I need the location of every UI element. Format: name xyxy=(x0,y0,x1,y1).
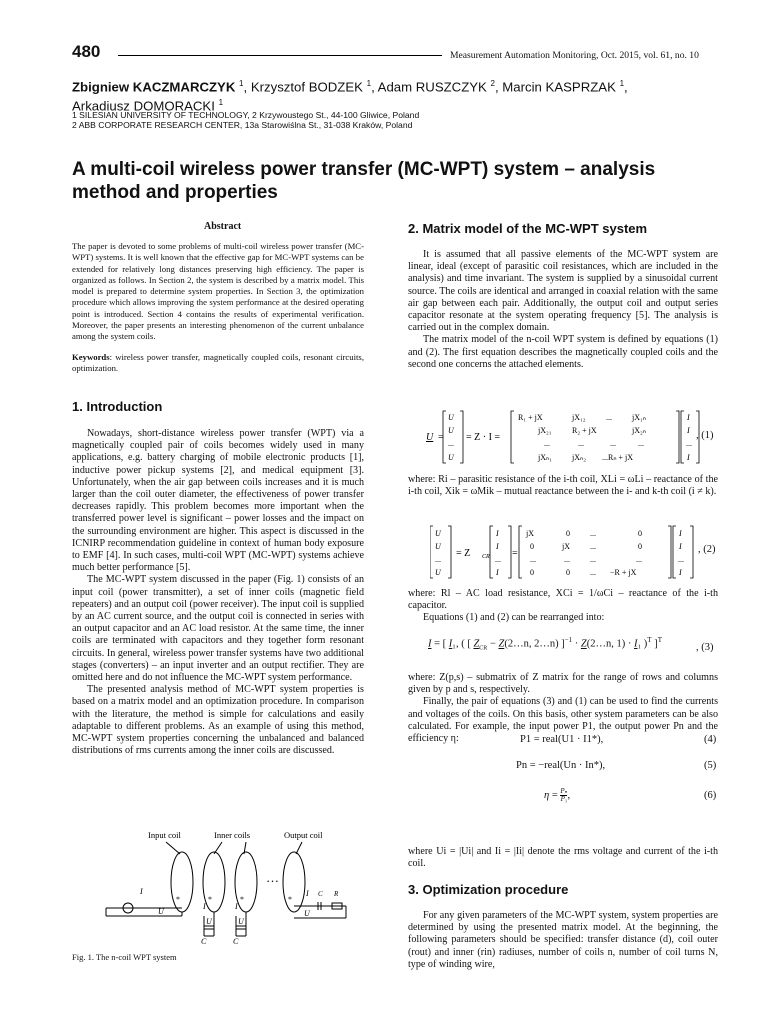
svg-text:*: * xyxy=(240,895,244,904)
section-matrix-heading: 2. Matrix model of the MC-WPT system xyxy=(408,221,648,236)
figure-label-input-coil: Input coil xyxy=(148,830,181,840)
svg-text:0: 0 xyxy=(638,542,642,551)
svg-text:...: ... xyxy=(590,542,596,551)
abstract-text: The paper is devoted to some problems of multi-coil wireless power transfer (MC-WPT) systems. It is well known that the effective gap for MC-WPT systems can be extended for relatively long distances preserving high efficiency. The paper is organized as follows. In Section 2, the system is described by a matrix model. This model is prepared to determine system properties. In Section 3, the optimization procedure which allows improving the system performance at the desired operating point is introduced. Section 4 contains the results of experimental verification. Moreover, the paper presents an interesting phenomenon of the current unbalance among the system coils. xyxy=(72,241,364,342)
svg-text:I: I xyxy=(140,887,143,896)
affiliation-1: 1 SILESIAN UNIVERSITY OF TECHNOLOGY, 2 Krzywoustego St., 44-100 Gliwice, Poland xyxy=(72,110,420,120)
equation-3-number: , (3) xyxy=(696,642,714,653)
svg-text:U: U xyxy=(304,909,310,918)
svg-text:jX: jX xyxy=(562,542,570,551)
svg-text:U: U xyxy=(435,568,441,577)
svg-text:I: I xyxy=(496,542,499,551)
svg-text:jX₁₂: jX₁₂ xyxy=(572,413,586,422)
svg-text:U: U xyxy=(426,432,434,443)
svg-text:I: I xyxy=(679,568,682,577)
svg-text:jXₙ₁: jXₙ₁ xyxy=(538,453,552,462)
svg-text:I: I xyxy=(687,413,690,422)
svg-text:C: C xyxy=(318,890,323,898)
svg-text:0: 0 xyxy=(530,542,534,551)
optimization-paragraph-1: For any given parameters of the MC-WPT system, system properties are determined by using the presented matrix model. At the beginning, the following parameters should be specified: transfer distance (d), coil outer (rout) and inner (rin) radiuses, number of coils n, number of coil turns N, type of winding wire, xyxy=(408,910,718,970)
svg-text:...: ... xyxy=(686,439,692,448)
where-4: where Ui = |Ui| and Ii = |Ii| denote the rms voltage and current of the i-th coil. xyxy=(408,846,718,870)
equation-4: P1 = real(U1 · I1*), xyxy=(520,734,604,745)
svg-text:I: I xyxy=(687,453,690,462)
svg-text:...: ... xyxy=(636,555,642,564)
section-introduction-heading: 1. Introduction xyxy=(72,399,163,414)
svg-text:U: U xyxy=(206,917,212,926)
svg-text:R₁ + jX: R₁ + jX xyxy=(518,413,543,422)
svg-text:...: ... xyxy=(435,555,441,564)
svg-text:U: U xyxy=(448,453,454,462)
svg-text:jX₂₁: jX₂₁ xyxy=(538,426,552,435)
svg-text:I: I xyxy=(679,529,682,538)
svg-text:I: I xyxy=(306,889,309,898)
intro-paragraph-1: Nowadays, short-distance wireless power transfer (WPT) via a magnetically coupled pair of coils becomes widely used in many applications, e.g. battery charging of mobile electronic products [1], inductive power pickup systems [2], and medical equipment [3]. Unfortunately, when the air gap between coils increases and it is much larger than the coil outer diameter, the effectiveness of power transfer decreases rapidly. This problem becomes more important when the transferred power level is significant – power losses and the impact on the surrounding environment are higher. This aspect is discussed in the ICNIRP recommendation guideline in context of human body exposure to EMF [4]. In such cases, multi-coil WPT (MC-WPT) systems achieve much better performance [5]. xyxy=(72,428,364,574)
svg-text:...: ... xyxy=(448,439,454,448)
svg-text:R: R xyxy=(334,890,339,898)
figure-label-output-coil: Output coil xyxy=(284,830,323,840)
figure-label-inner-coils: Inner coils xyxy=(214,830,251,840)
header-rule xyxy=(118,55,442,56)
optimization-body xyxy=(408,910,718,971)
svg-text:jX: jX xyxy=(526,529,534,538)
svg-text:...: ... xyxy=(590,555,596,564)
introduction-body xyxy=(72,428,364,757)
equation-1 xyxy=(426,408,716,466)
svg-text:U: U xyxy=(435,542,441,551)
keywords: Keywords: wireless power transfer, magnetically coupled coils, resonant circuits, optimization. xyxy=(72,351,364,373)
svg-text:U: U xyxy=(158,907,164,916)
svg-text:U: U xyxy=(448,413,454,422)
svg-text:I: I xyxy=(496,529,499,538)
figure-1-circuit xyxy=(96,826,360,950)
where-1: where: Ri – parasitic resistance of the i-th coil, XLi = ωLi – reactance of the i-th coil, Xik = ωMik – mutual reactance between the i- and k-th coil (i ≠ k). xyxy=(408,474,718,498)
figure-1-caption: Fig. 1. The n-coil WPT system xyxy=(72,952,177,962)
svg-text:U: U xyxy=(238,917,244,926)
svg-text:CR: CR xyxy=(482,554,490,560)
svg-text:I: I xyxy=(203,902,206,911)
svg-text:0: 0 xyxy=(566,568,570,577)
svg-text:0: 0 xyxy=(638,529,642,538)
svg-text:...: ... xyxy=(610,439,616,448)
svg-text:...: ... xyxy=(495,555,501,564)
svg-text:I: I xyxy=(679,542,682,551)
svg-text:U: U xyxy=(448,426,454,435)
svg-text:*: * xyxy=(288,895,292,904)
svg-text:...: ... xyxy=(564,555,570,564)
abstract-body xyxy=(72,241,364,374)
affiliations xyxy=(72,110,672,130)
abstract-heading: Abstract xyxy=(204,221,242,232)
equation-5-number: (5) xyxy=(704,760,717,771)
paper-title: A multi-coil wireless power transfer (MC-WPT) system – analysis method and properties xyxy=(72,159,656,203)
svg-text:0: 0 xyxy=(530,568,534,577)
where-3-and-finally: where: Z(p,s) – submatrix of Z matrix for the range of rows and columns given by p and s, respectively. Finally, the pair of equations (3) and (1) can be used to find the currents and voltages of the coils. On this basis, other system parameters can be also calculated. For example, the input power P1, the output power Pn and the efficiency η: xyxy=(408,672,718,745)
equation-3: I = [ I₁, ( [ $Z_{CR}$ − Z(2…n, 2…n) ]$^{-1}$ · Z(2…n, 1) · I₁ )$^T$ ]$^T$ xyxy=(428,636,662,652)
svg-text:*: * xyxy=(208,895,212,904)
svg-text:I: I xyxy=(235,902,238,911)
svg-text:*: * xyxy=(176,895,180,904)
equation-4-number: (4) xyxy=(704,734,717,745)
equation-2-number: , (2) xyxy=(698,544,716,555)
equation-1-number: , (1) xyxy=(696,430,714,441)
svg-text:=: = xyxy=(438,432,444,443)
where-2: where: Rl – AC load resistance, XCi = 1/ωCi – reactance of the i-th capacitor. Equations (1) and (2) can be rearranged into: xyxy=(408,588,718,624)
journal-name: Measurement Automation Monitoring, Oct. 2015, vol. 61, no. 10 xyxy=(450,50,699,61)
svg-text:R₂ + jX: R₂ + jX xyxy=(572,426,597,435)
svg-text:...: ... xyxy=(530,555,536,564)
svg-text:...: ... xyxy=(606,413,612,422)
svg-text:I: I xyxy=(496,568,499,577)
affiliation-2: 2 ABB CORPORATE RESEARCH CENTER, 13a Starowiślna St., 31-038 Kraków, Poland xyxy=(72,120,413,130)
svg-text:−R + jX: −R + jX xyxy=(610,568,637,577)
authors: Zbigniew KACZMARCZYK $^1$, Krzysztof BODZEK $^1$, Adam RUSZCZYK $^2$, Marcin KASPRZAK $^1$, Arkadiusz DOMORACKI $^1$ xyxy=(72,79,628,114)
intro-paragraph-2: The MC-WPT system discussed in the paper (Fig. 1) consists of an input coil (power transmitter), a set of inner coils (magnetic field repeaters) and an output coil (power receiver). The input coil is supplied by an AC current source, and the output coil is connected in series with an output capacitor and an AC load resistor. At the same time, the inner coils are terminated with capacitors and they together form resonant circuits. In general, wireless power transfer systems have two additional stages (converters) – an input inverter and an output rectifier. They are omitted here and do not influence the MC-WPT system performance. xyxy=(72,574,364,684)
equation-5: Pn = −real(Un · In*), xyxy=(516,760,606,771)
svg-text:= Z · I =: = Z · I = xyxy=(466,432,501,443)
svg-text:...Rₙ + jX: ...Rₙ + jX xyxy=(602,453,634,462)
svg-text:0: 0 xyxy=(566,529,570,538)
svg-text:...: ... xyxy=(638,439,644,448)
section-optimization-heading: 3. Optimization procedure xyxy=(408,882,569,897)
svg-text:…: … xyxy=(266,870,279,885)
equation-2 xyxy=(430,524,700,580)
svg-text:jXₙ₂: jXₙ₂ xyxy=(572,453,586,462)
equation-6: η = $\frac{\text{Pₙ}}{\text{P₁}}$ , xyxy=(544,787,571,803)
svg-text:=: = xyxy=(512,548,518,559)
svg-text:C: C xyxy=(233,937,239,946)
svg-text:jX₂ₙ: jX₂ₙ xyxy=(632,426,646,435)
svg-text:U: U xyxy=(435,529,441,538)
svg-text:...: ... xyxy=(544,439,550,448)
svg-text:= Z: = Z xyxy=(456,548,471,559)
svg-text:jX₁ₙ: jX₁ₙ xyxy=(632,413,646,422)
matrix-paragraph-1: It is assumed that all passive elements of the MC-WPT system are linear, ideal (except of parasitic coil resistances, which are included in the analysis) and time invariant. The system is supplied by a sinusoidal current source. The coils are identical and arranged in coaxial relation with the same air gap between each pair. Additionally, the output coil and output series capacitor resonate at the system operating frequency [5]. The analysis is carried out in the complex domain. xyxy=(408,249,718,334)
page-number: 480 xyxy=(72,42,101,61)
equation-6-number: (6) xyxy=(704,790,717,801)
svg-text:I: I xyxy=(687,426,690,435)
matrix-paragraph-2: The matrix model of the n-coil WPT system is defined by equations (1) and (2). The first equation describes the magnetically coupled coils and the second one concerns the attached elements. xyxy=(408,334,718,370)
svg-text:...: ... xyxy=(678,555,684,564)
svg-text:...: ... xyxy=(578,439,584,448)
svg-text:...: ... xyxy=(590,529,596,538)
svg-text:C: C xyxy=(201,937,207,946)
matrix-body xyxy=(408,249,718,371)
intro-paragraph-3: The presented analysis method of MC-WPT system properties is based on a matrix model and an optimization procedure. In comparison with the literature, the method is simple for calculations and easily adaptable to different problems. As an example of using this method, MC-WPT system properties concerning the unbalanced and balanced distributions of rms currents among the inner coils are discussed. xyxy=(72,684,364,757)
svg-text:...: ... xyxy=(590,568,596,577)
